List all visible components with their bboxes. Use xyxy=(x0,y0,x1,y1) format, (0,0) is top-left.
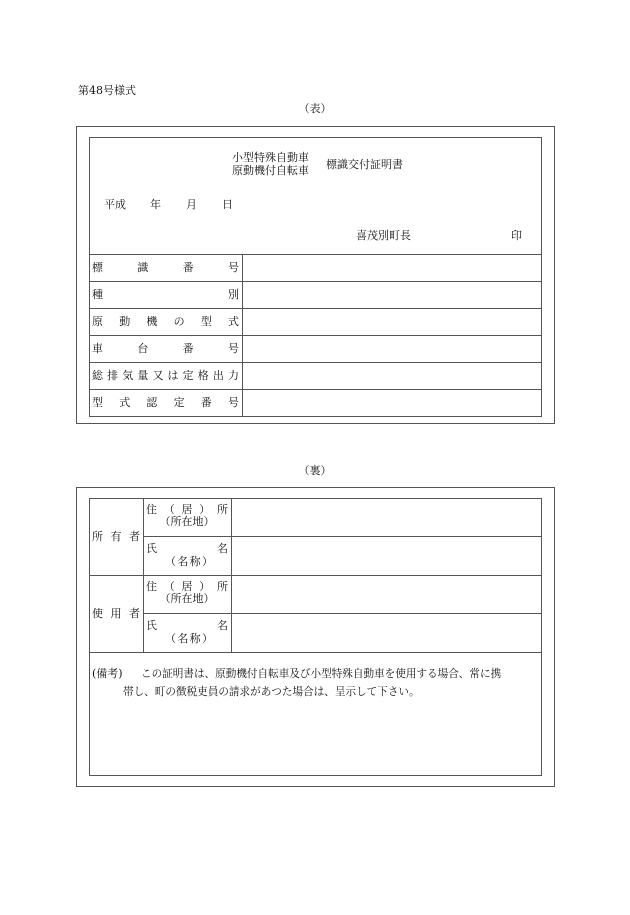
date-day: 日 xyxy=(222,198,233,211)
front-row-line xyxy=(89,362,542,363)
back-row-line xyxy=(143,536,542,537)
remarks-label: (備考) xyxy=(92,667,123,680)
vehicle-type-moped: 原動機付自転車 xyxy=(232,164,309,177)
front-row-line xyxy=(89,281,542,282)
row-label-chassis-number: 車 台 番 号 xyxy=(92,342,239,355)
vehicle-type-small-special: 小型特殊自動車 xyxy=(232,151,309,164)
owner-name-label: 氏 名 xyxy=(146,542,228,555)
owner-address-sub: （所在地） xyxy=(159,515,215,528)
certificate-title: 標識交付証明書 xyxy=(326,158,403,171)
row-label-type-approval: 型 式 認 定 番 号 xyxy=(92,396,239,409)
row-label-plate-number: 標 識 番 号 xyxy=(92,261,239,274)
user-name-label: 氏 名 xyxy=(146,619,228,632)
back-row-line xyxy=(89,575,542,576)
row-label-displacement: 総 排 気 量 又 は 定 格 出 力 xyxy=(92,369,239,382)
user-label: 使 用 者 xyxy=(92,607,140,620)
date-era: 平成 xyxy=(104,198,126,211)
user-name-sub: （ 名 称 ） xyxy=(165,632,213,645)
remarks-line-1: この証明書は、原動機付自転車及び小型特殊自動車を使用する場合、常に携 xyxy=(141,668,502,680)
user-address-sub: （所在地） xyxy=(159,592,215,605)
back-column-line xyxy=(143,498,144,652)
form-number: 第48号様式 xyxy=(78,84,136,97)
seal-mark: 印 xyxy=(511,229,522,242)
back-column-line xyxy=(231,498,232,652)
front-side-label: （表） xyxy=(298,102,332,115)
date-month: 月 xyxy=(186,198,197,211)
front-table-column-line xyxy=(242,254,243,417)
issuer-name: 喜茂別町長 xyxy=(356,229,411,242)
date-year: 年 xyxy=(150,198,161,211)
front-row-line xyxy=(89,389,542,390)
front-row-line xyxy=(89,335,542,336)
back-side-label: （裏） xyxy=(298,464,332,477)
owner-address-label: 住 （ 居 ） 所 xyxy=(146,503,228,516)
owner-name-sub: （ 名 称 ） xyxy=(165,555,213,568)
front-table-top-line xyxy=(89,254,542,255)
remarks-line-2: 帯し、町の徴税吏員の請求があつた場合は、呈示して下さい。 xyxy=(123,686,420,698)
back-row-line xyxy=(89,652,542,653)
front-row-line xyxy=(89,308,542,309)
row-label-engine-model: 原 動 機 の 型 式 xyxy=(92,315,239,328)
back-table xyxy=(89,498,542,776)
user-address-label: 住 （ 居 ） 所 xyxy=(146,580,228,593)
back-row-line xyxy=(143,613,542,614)
owner-label: 所 有 者 xyxy=(92,530,140,543)
row-label-category: 種 別 xyxy=(92,288,239,301)
